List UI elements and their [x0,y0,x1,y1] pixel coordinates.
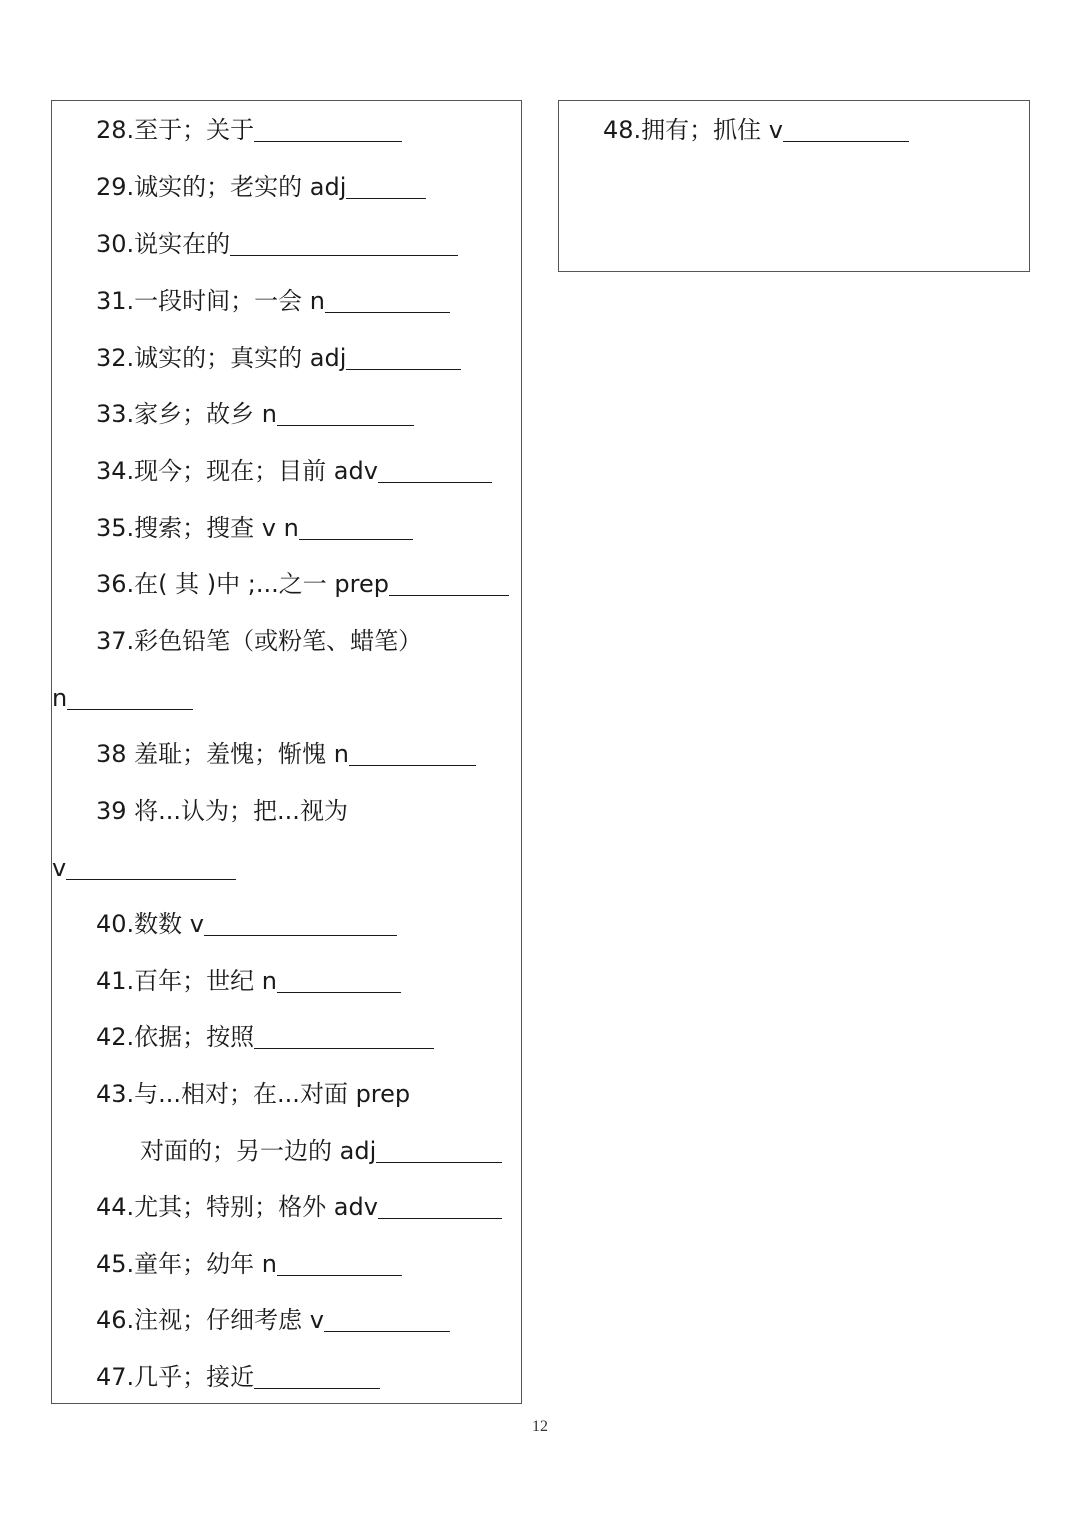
answer-blank[interactable] [378,1196,502,1219]
answer-blank[interactable] [67,687,193,710]
vocab-item-45 [96,1249,402,1279]
vocab-item-32 [96,343,461,373]
vocab-item-44 [96,1192,502,1222]
vocab-item-37 [96,626,422,656]
vocab-text: 33.家乡；故乡 n [96,400,278,428]
vocab-item-43-adjective [140,1136,502,1166]
vocab-item-38 [96,739,476,769]
vocab-item-28 [96,115,402,145]
vocab-text: v [52,854,67,882]
answer-blank[interactable] [346,347,461,370]
vocab-item-34 [96,456,492,486]
vocab-item-39-continued [52,853,236,883]
vocab-item-40 [96,909,397,939]
answer-blank[interactable] [299,517,413,540]
vocab-text: 37.彩色铅笔（或粉笔、蜡笔） [96,627,423,655]
answer-blank[interactable] [783,119,909,142]
vocab-item-31 [96,286,450,316]
vocab-text: 47.几乎；接近 [96,1363,255,1391]
answer-blank[interactable] [346,176,426,199]
vocab-text: 31.一段时间；一会 n [96,287,326,315]
vocab-item-35 [96,513,413,543]
answer-blank[interactable] [325,290,450,313]
vocab-item-42 [96,1022,434,1052]
vocab-text: n [52,684,68,712]
vocab-text: 30.说实在的 [96,230,231,258]
vocab-text: 28.至于；关于 [96,116,255,144]
answer-blank[interactable] [66,857,236,880]
vocab-text: 42.依据；按照 [96,1023,255,1051]
vocab-text: 48.拥有；抓住 v [603,116,783,144]
vocab-text: 35.搜索；搜查 v n [96,514,299,542]
vocab-text: 32.诚实的；真实的 adj [96,344,347,372]
answer-blank[interactable] [254,1366,380,1389]
vocab-text: 45.童年；幼年 n [96,1250,278,1278]
vocab-text: 对面的；另一边的 adj [140,1137,377,1165]
answer-blank[interactable] [254,1026,434,1049]
vocab-text: 38 羞耻；羞愧；惭愧 n [96,740,350,768]
answer-blank[interactable] [277,1253,402,1276]
vocab-item-48 [603,115,909,145]
answer-blank[interactable] [378,460,492,483]
vocab-item-39 [96,796,348,826]
answer-blank[interactable] [204,913,397,936]
vocab-item-30 [96,229,458,259]
answer-blank[interactable] [277,403,414,426]
vocab-text: 36.在( 其 )中 ;...之一 prep [96,570,389,598]
vocab-text: 29.诚实的；老实的 adj [96,173,347,201]
answer-blank[interactable] [254,119,402,142]
answer-blank[interactable] [389,573,509,596]
vocab-text: 34.现今；现在；目前 adv [96,457,378,485]
vocab-item-37-continued [52,683,193,713]
answer-blank[interactable] [230,233,458,256]
vocab-item-46 [96,1305,450,1335]
vocab-text: 39 将...认为；把...视为 [96,797,348,825]
vocab-item-43 [96,1079,410,1109]
vocab-item-47 [96,1362,380,1392]
vocab-text: 40.数数 v [96,910,204,938]
vocab-item-41 [96,966,401,996]
answer-blank[interactable] [324,1309,450,1332]
answer-blank[interactable] [376,1140,502,1163]
vocab-text: 46.注视；仔细考虑 v [96,1306,324,1334]
page-number: 12 [532,1418,548,1435]
vocab-item-33 [96,399,414,429]
vocab-item-29 [96,172,426,202]
vocab-item-36 [96,569,509,599]
answer-blank[interactable] [349,743,476,766]
answer-blank[interactable] [277,970,401,993]
vocab-text: 43.与...相对；在...对面 prep [96,1080,411,1108]
vocab-text: 44.尤其；特别；格外 adv [96,1193,378,1221]
vocab-text: 41.百年；世纪 n [96,967,278,995]
